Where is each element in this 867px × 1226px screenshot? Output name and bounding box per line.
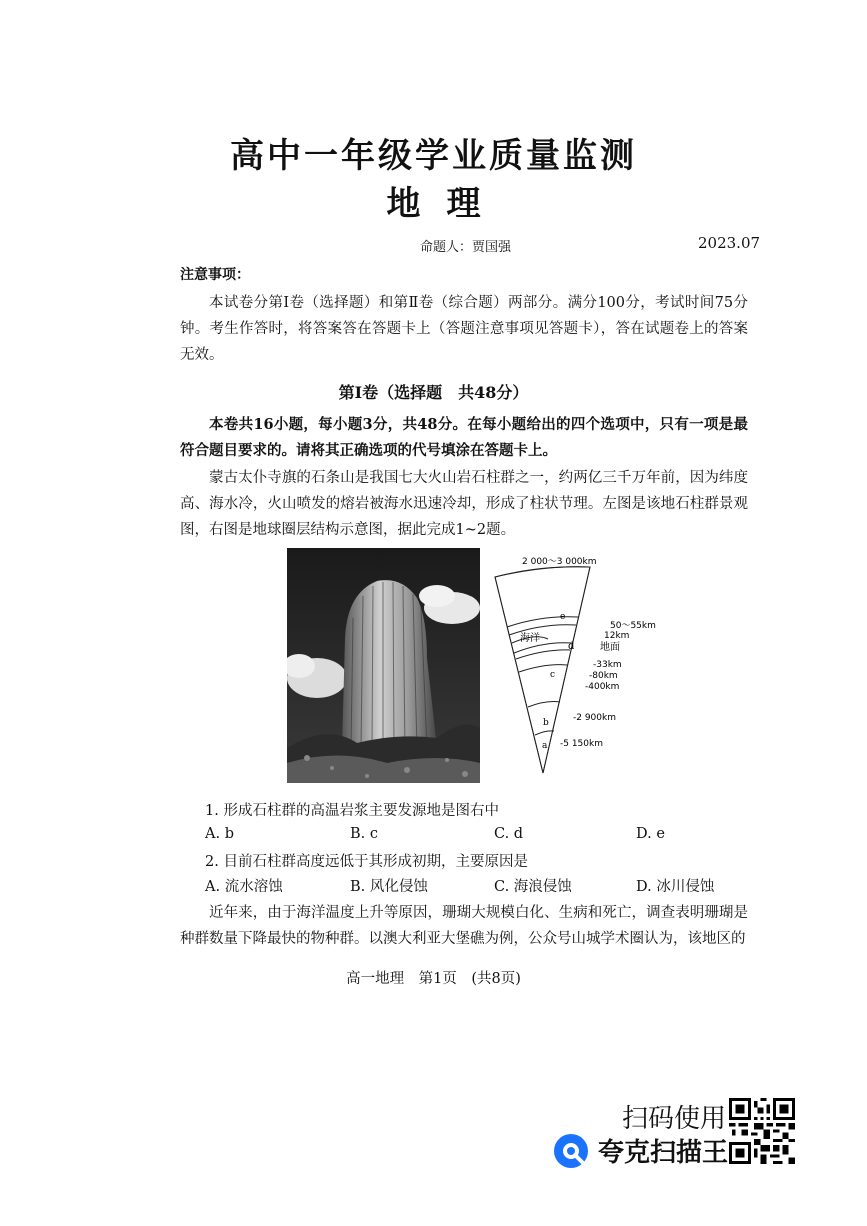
question-2-option-b: B. 风化侵蚀 (350, 879, 428, 895)
section-title: 第Ⅰ卷（选择题 共48分） (338, 383, 529, 402)
quark-logo-icon (553, 1133, 589, 1169)
depth-12: 12km (604, 631, 630, 641)
layer-label-d: d (568, 641, 575, 652)
qr-code-icon (727, 1098, 797, 1164)
layer-label-e: e (560, 612, 566, 622)
depth-5150: -5 150km (560, 739, 603, 749)
earth-layer-diagram (490, 555, 690, 780)
layer-label-c: c (550, 670, 556, 680)
question-1-option-b: B. c (350, 826, 378, 842)
question-1-stem: 1. 形成石柱群的高温岩浆主要发源地是图右中 (205, 803, 499, 819)
stone-column-photo (287, 548, 480, 783)
question-intro: 蒙古太仆寺旗的石条山是我国七大火山岩石柱群之一，约两亿三千万年前，因为纬度高、海水冷，火山喷发的熔岩被海水迅速冷却，形成了柱状节理。左图是该地石柱群景观图，右图是地球圈层结构示意图，据此完成1~2题。 (180, 470, 748, 538)
question-2-option-d: D. 冰川侵蚀 (636, 879, 715, 895)
question-2-option-a: A. 流水溶蚀 (205, 879, 283, 895)
diagram-top-width: 2 000～3 000km (522, 557, 597, 567)
layer-label-b: b (543, 718, 549, 728)
author-line: 命题人：贾国强 (420, 240, 512, 255)
notice-text: 本试卷分第Ⅰ卷（选择题）和第Ⅱ卷（综合题）两部分。满分100分，考试时间75分钟。考生作答时，将答案答在答题卡上（答题注意事项见答题卡），答在试题卷上的答案无效。 (180, 295, 748, 363)
ground-label: 地面 (600, 642, 620, 653)
depth-50-55: 50～55km (610, 621, 656, 631)
layer-label-a: a (542, 741, 548, 751)
question-1-option-a: A. b (205, 826, 234, 842)
scan-brand: 夸克扫描王 (598, 1138, 729, 1168)
question-1-option-c: C. d (494, 826, 524, 842)
exam-title: 高中一年级学业质量监测 (230, 136, 637, 176)
next-question-intro: 近年来，由于海洋温度上升等原因，珊瑚大规模白化、生病和死亡，调查表明珊瑚是种群数量下降最快的物种群。以澳大利亚大堡礁为例，公众号山城学术圈认为，该地区的 (180, 905, 748, 947)
ocean-label: 海洋 (520, 633, 540, 644)
depth-2900: -2 900km (573, 713, 616, 723)
scan-label: 扫码使用 (622, 1104, 727, 1134)
depth-80: -80km (589, 671, 618, 681)
section-instructions: 本卷共16小题，每小题3分，共48分。在每小题给出的四个选项中，只有一项是最符合题目要求的。请将其正确选项的代号填涂在答题卡上。 (180, 416, 748, 459)
depth-33: -33km (593, 660, 622, 670)
depth-400: -400km (585, 682, 620, 692)
page-footer: 高一地理 第1页 (共8页) (346, 971, 521, 987)
subject-title: 地理 (386, 184, 507, 224)
question-2-stem: 2. 目前石柱群高度远低于其形成初期，主要原因是 (205, 854, 528, 870)
question-2-option-c: C. 海浪侵蚀 (494, 879, 572, 895)
exam-date: 2023.07 (698, 234, 761, 252)
question-1-option-d: D. e (636, 826, 665, 842)
notice-heading: 注意事项： (180, 267, 250, 283)
